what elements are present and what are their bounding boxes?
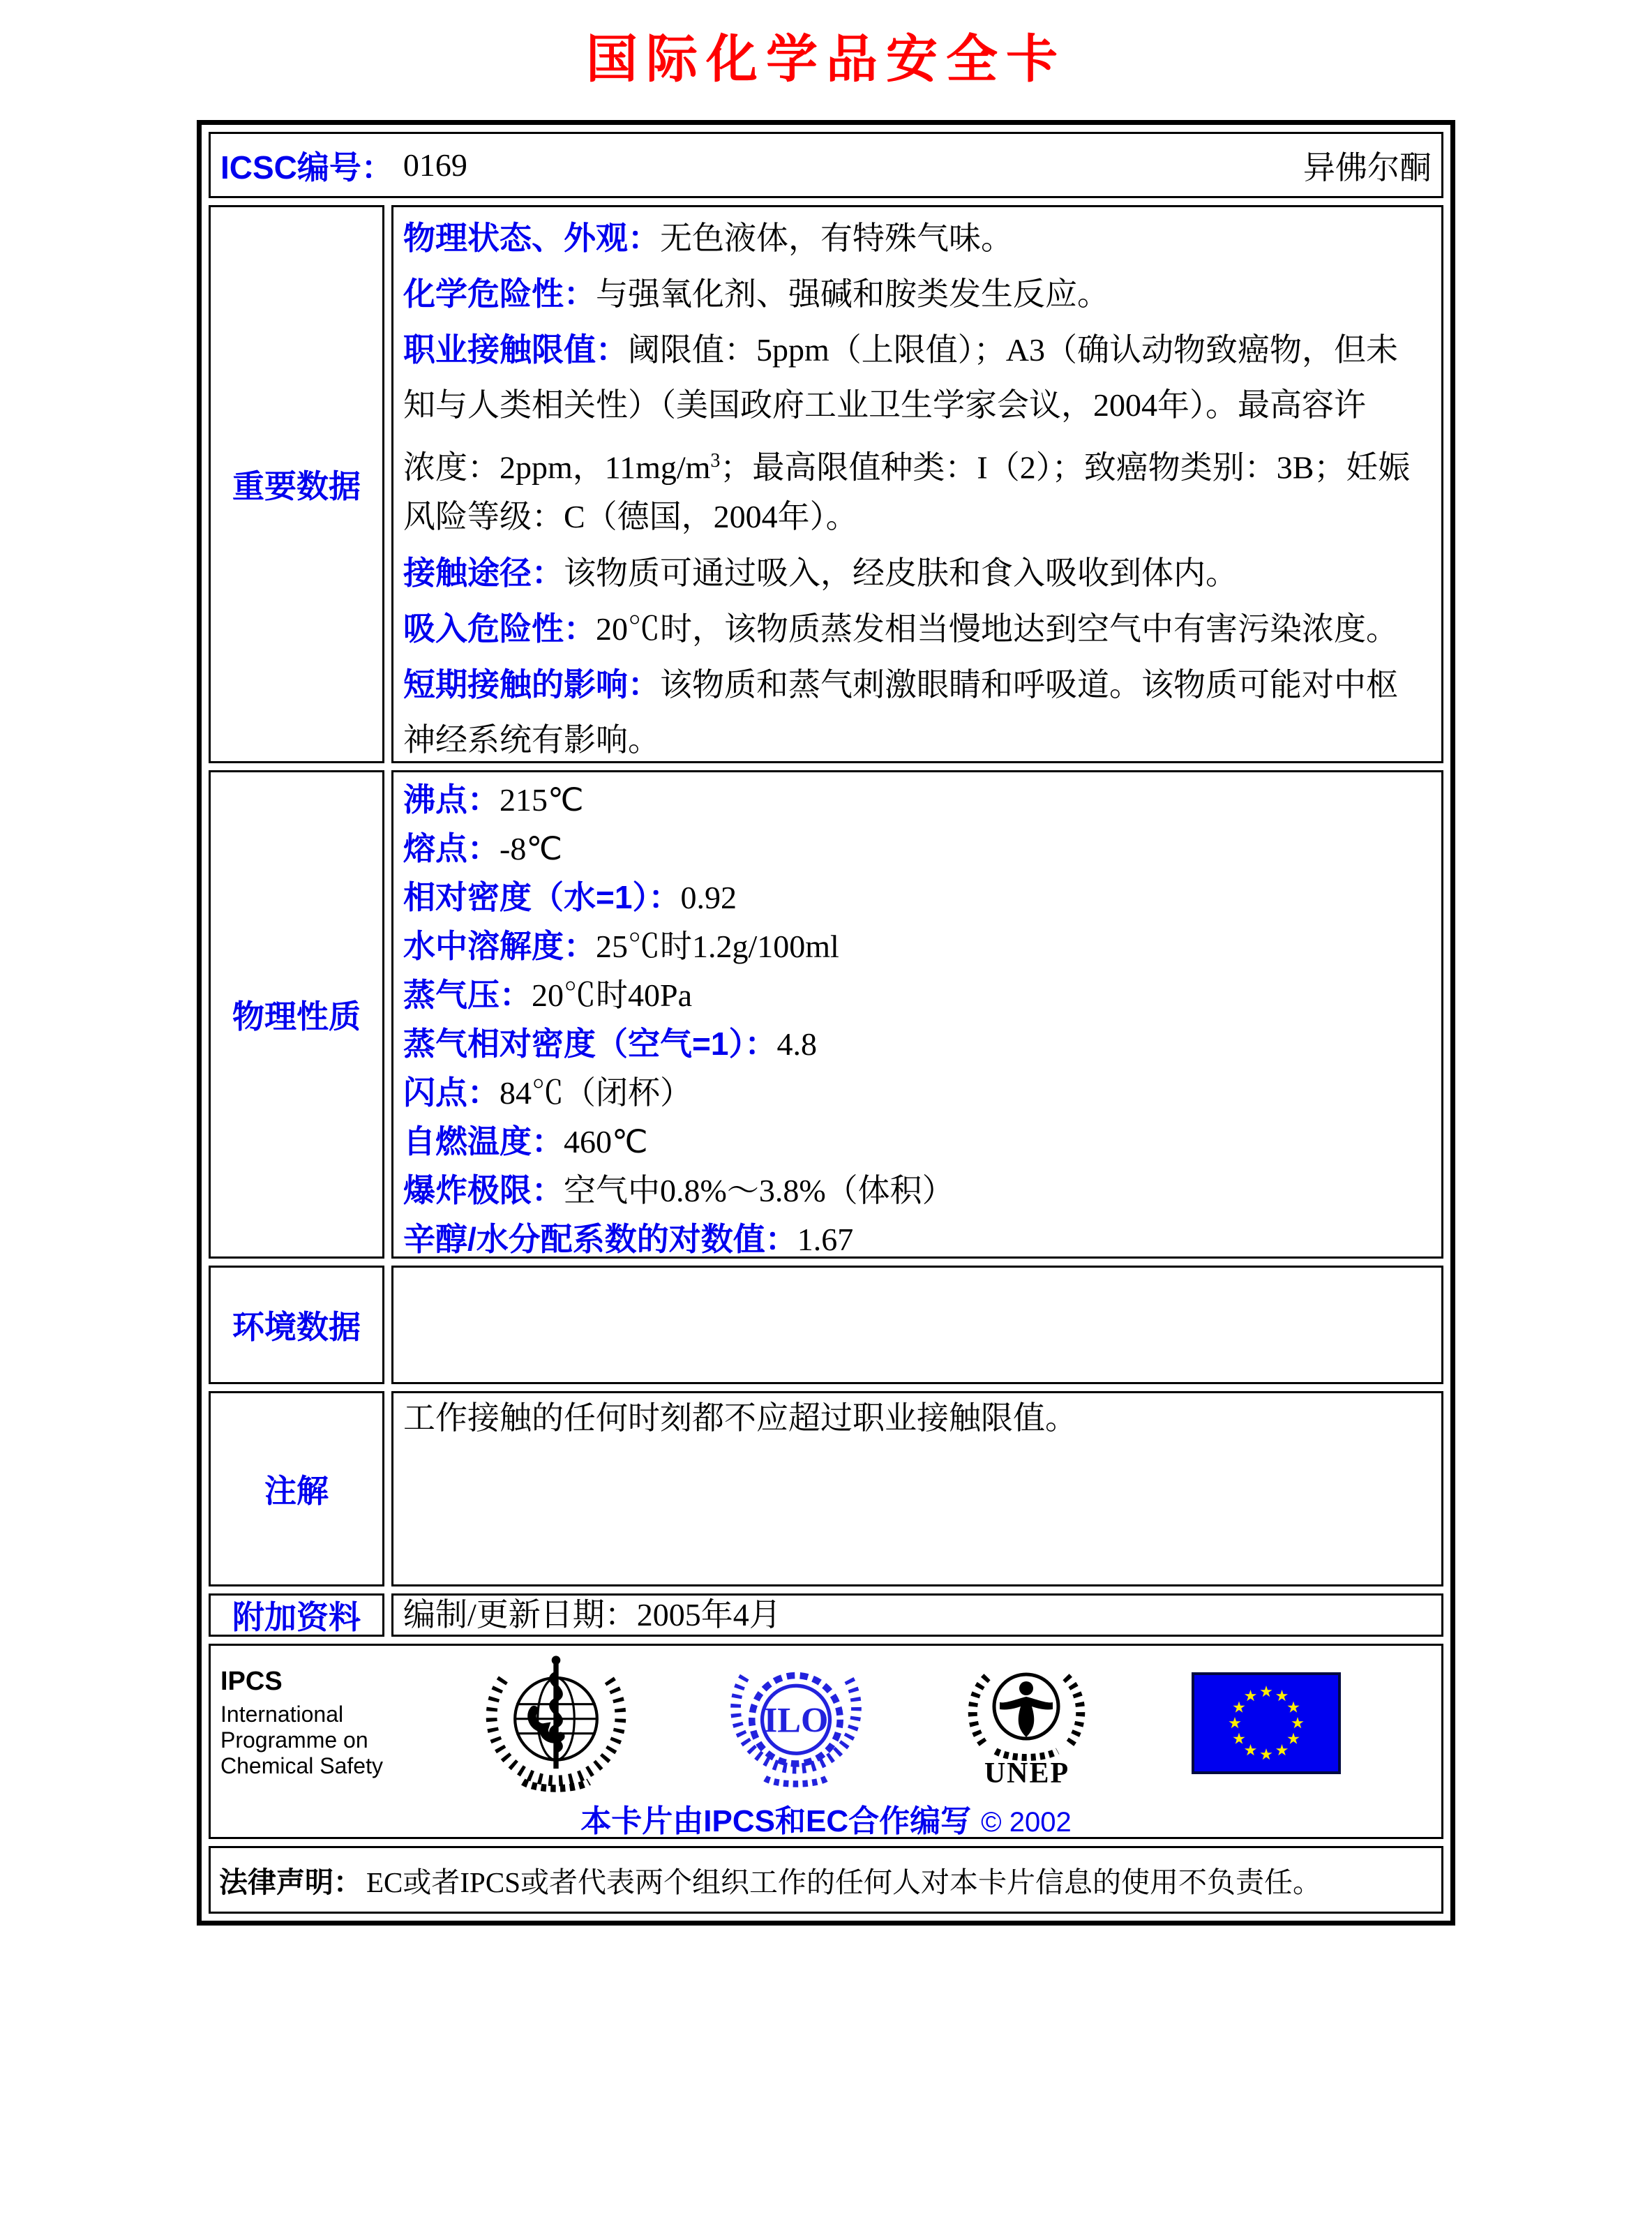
text-line: 沸点：215℃ (403, 781, 584, 818)
text-line: 爆炸极限：空气中0.8%～3.8%（体积） (403, 1172, 954, 1208)
text-line: 辛醇/水分配系数的对数值：1.67 (403, 1221, 854, 1257)
text-line: 风险等级：C（德国，2004年）。 (403, 499, 858, 534)
text-line: 接触途径：该物质可通过吸入，经皮肤和食入吸收到体内。 (403, 555, 1238, 591)
ipcs-acronym: IPCS (220, 1667, 283, 1697)
text-line: 闪点：84℃（闭杯） (403, 1074, 692, 1111)
eu-flag-icon (1192, 1672, 1341, 1774)
icsc-header-row (209, 132, 1443, 198)
legal-disclaimer-row (209, 1846, 1443, 1914)
copyright-year: © 2002 (981, 1807, 1072, 1838)
text-line: 吸入危险性：20℃时，该物质蒸发相当慢地达到空气中有害污染浓度。 (403, 610, 1398, 647)
section-content-physical (391, 770, 1443, 1259)
logos-row (220, 1651, 1432, 1794)
ilo-logo-icon (730, 1655, 862, 1791)
section-content-important (391, 205, 1443, 763)
section-label-physical: 物理性质 (209, 770, 384, 1259)
text-line: 水中溶解度：25℃时1.2g/100ml (403, 928, 839, 964)
icsc-number-label: ICSC编号： (220, 149, 393, 186)
section-label-notes: 注解 (209, 1391, 384, 1586)
text-line: 编制/更新日期：2005年4月 (403, 1597, 781, 1633)
icsc-card-table (197, 120, 1455, 1926)
icsc-number-value: 0169 (403, 147, 467, 183)
section-label-environment: 环境数据 (209, 1266, 384, 1384)
legal-text: EC或者IPCS或者代表两个组织工作的任何人对本卡片信息的使用不负责任。 (366, 1866, 1321, 1898)
section-content-notes (391, 1391, 1443, 1586)
copyright-text: 本卡片由IPCS和EC合作编写 (580, 1804, 972, 1838)
icsc-document-page (0, 18, 1652, 2236)
text-line: 职业接触限值：阈限值：5ppm（上限值）；A3（确认动物致癌物，但未 (403, 331, 1398, 368)
text-line: 工作接触的任何时刻都不应超过职业接触限值。 (403, 1400, 1077, 1436)
legal-label: 法律声明： (219, 1866, 362, 1898)
text-line: 化学危险性：与强氧化剂、强碱和胺类发生反应。 (403, 276, 1109, 312)
chemical-name: 异佛尔酮 (1303, 149, 1432, 186)
text-line: 短期接触的影响：该物质和蒸气刺激眼睛和呼吸道。该物质可能对中枢 (403, 666, 1398, 703)
text-line: 知与人类相关性）（美国政府工业卫生学家会议，2004年）。最高容许 (403, 387, 1366, 423)
text-line: 神经系统有影响。 (403, 722, 660, 758)
who-logo-icon (483, 1651, 629, 1794)
svg-text:ILO: ILO (763, 1700, 829, 1740)
page-title: 国际化学品安全卡 (586, 30, 1066, 88)
text-line: 物理状态、外观：无色液体，有特殊气味。 (403, 220, 1013, 256)
unep-logo-icon (962, 1656, 1091, 1790)
icsc-number-group (220, 142, 467, 188)
text-line: 相对密度（水=1）：0.92 (403, 879, 737, 915)
section-label-important: 重要数据 (209, 205, 384, 763)
text-line: 蒸气相对密度（空气=1）：4.8 (403, 1026, 817, 1062)
copyright-line (220, 1796, 1432, 1839)
ipcs-text-block: IPCS International Programme on Chemical Safety (220, 1667, 383, 1778)
text-line: 自燃温度：460℃ (403, 1123, 648, 1160)
text-line: 熔点：-8℃ (403, 830, 562, 866)
unep-label: UNEP (984, 1757, 1070, 1789)
text-line: 浓度：2ppm，$11mg/m^3$；最高限值种类：I（2）；致癌物类别：3B；妊娠 (403, 449, 1411, 486)
organizations-footer (209, 1644, 1443, 1839)
section-label-additional: 附加资料 (209, 1593, 384, 1637)
section-content-additional (391, 1593, 1443, 1637)
text-line: 蒸气压：20℃时40Pa (403, 977, 692, 1013)
section-content-environment (391, 1266, 1443, 1384)
